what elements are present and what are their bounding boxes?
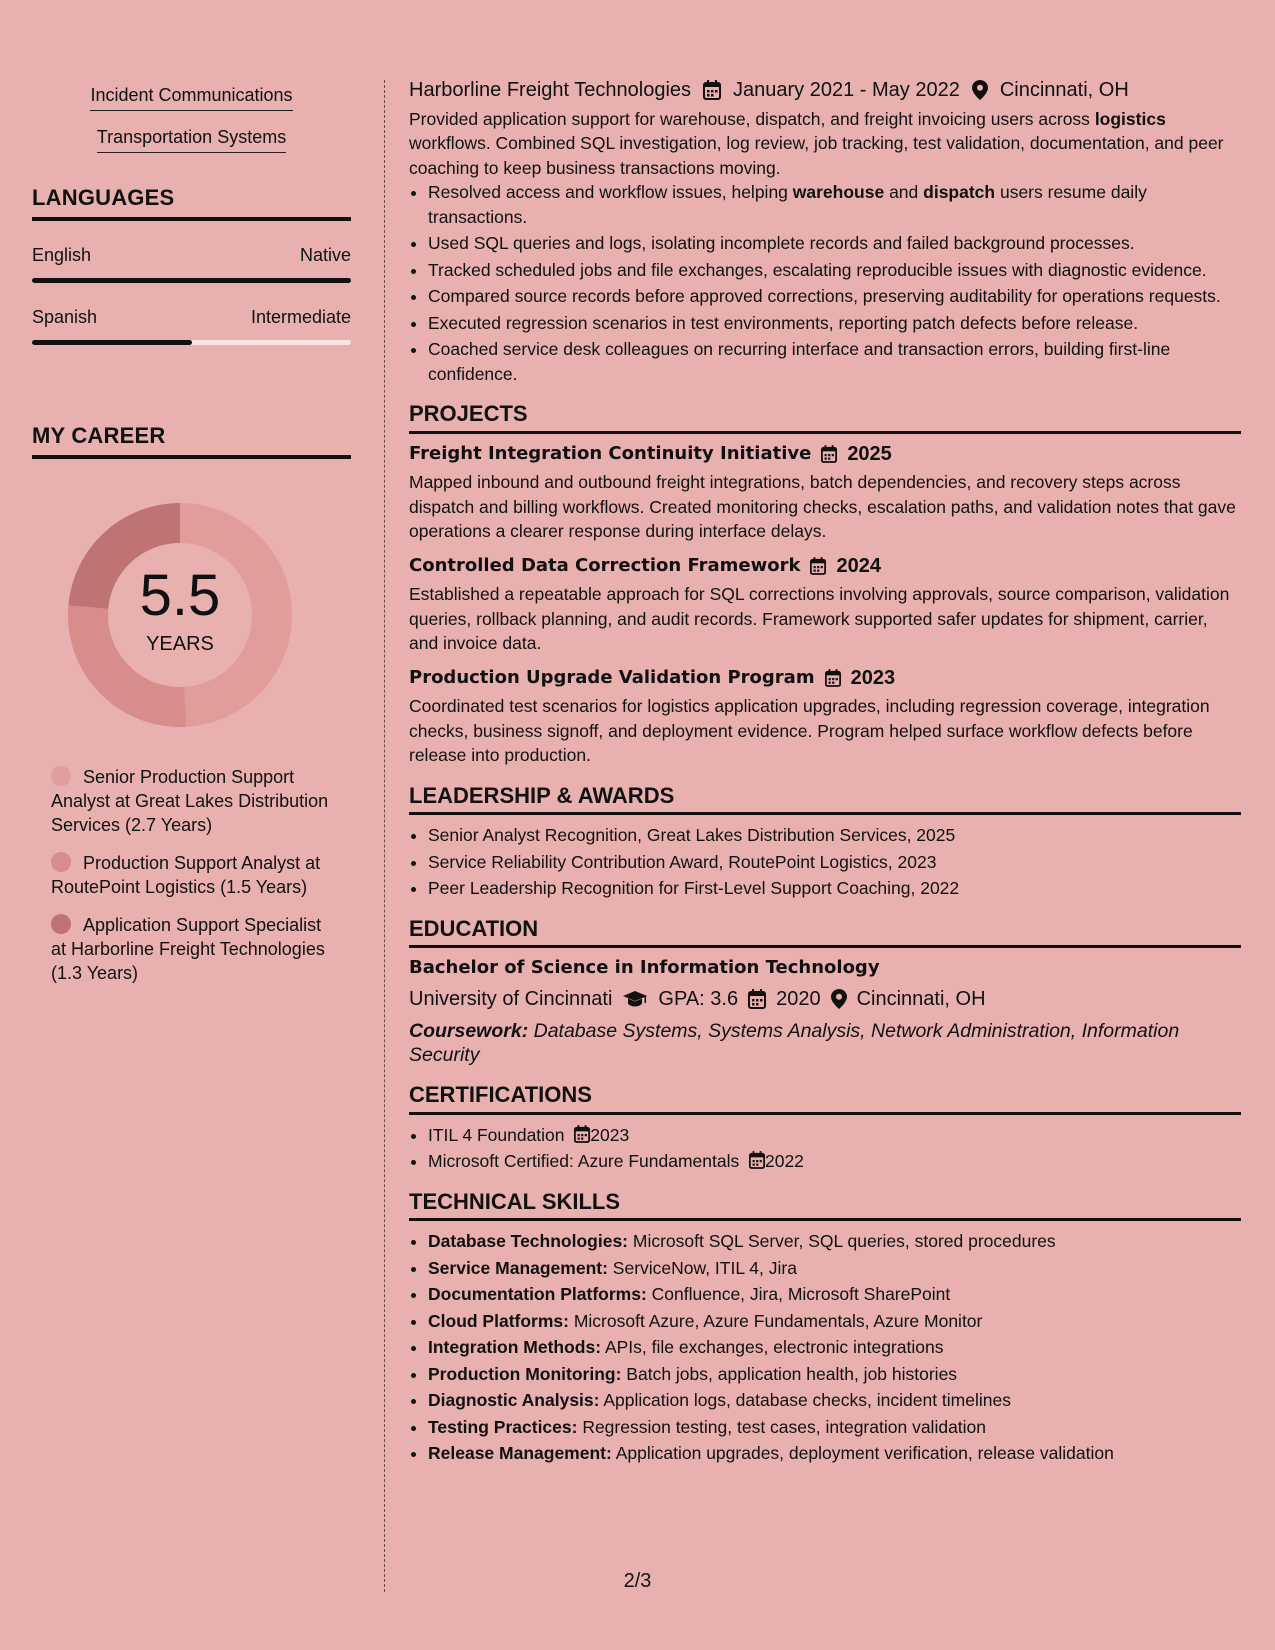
education-school: University of Cincinnati — [409, 987, 613, 1010]
language-level: Intermediate — [250, 307, 351, 327]
job-bullet: • Executed regression scenarios in test environments, reporting patch defects before release. — [428, 311, 1241, 336]
language-proficiency-bar — [32, 340, 351, 345]
project-description: Coordinated test scenarios for logistics application upgrades, including regression coverage, integration checks, business signoff, and deployment evidence. Program helped surface workflow defects before release into production. — [409, 696, 1210, 765]
project-name: Production Upgrade Validation Program — [409, 666, 815, 688]
leadership-item: • Peer Leadership Recognition for First-Level Support Coaching, 2022 — [428, 876, 1241, 901]
education-coursework: Coursework: Database Systems, Systems Analysis, Network Administration, Information Security — [409, 1020, 1180, 1066]
language-name: English — [32, 245, 92, 265]
career-legend-label: Senior Production Support Analyst at Great Lakes Distribution Services (2.7 Years) — [51, 767, 329, 835]
job-bullet: • Compared source records before approved corrections, preserving auditability for operations requests. — [428, 284, 1241, 309]
career-legend-label: Production Support Analyst at RoutePoint Logistics (1.5 Years) — [51, 853, 321, 897]
project-name: Controlled Data Correction Framework — [409, 554, 801, 576]
legend-dot-icon — [51, 914, 71, 934]
career-legend-item — [51, 765, 333, 837]
language-name: Spanish — [32, 307, 98, 327]
leadership-item: • Senior Analyst Recognition, Great Lakes Distribution Services, 2025 — [428, 823, 1241, 848]
language-item — [32, 245, 351, 283]
skill-item: • Service Management: ServiceNow, ITIL 4, Jira — [428, 1256, 1241, 1281]
legend-dot-icon — [51, 852, 71, 872]
education-heading: EDUCATION — [409, 917, 1241, 949]
certification-year: 2022 — [764, 1151, 804, 1171]
calendar-icon — [574, 1125, 590, 1143]
skill-item: • Release Management: Application upgrades, deployment verification, release validation — [428, 1441, 1241, 1466]
column-divider — [384, 80, 385, 1592]
leadership-list — [409, 823, 1241, 901]
education-location: Cincinnati, OH — [856, 987, 986, 1010]
graduation-cap-icon — [622, 990, 648, 1008]
project-item — [409, 666, 1241, 768]
skill-item: • Database Technologies: Microsoft SQL Server, SQL queries, stored procedures — [428, 1229, 1241, 1254]
page-number: 2/3 — [623, 1570, 652, 1592]
skill-item: • Cloud Platforms: Microsoft Azure, Azure Fundamentals, Azure Monitor — [428, 1309, 1241, 1334]
education-degree: Bachelor of Science in Information Technology — [409, 957, 880, 978]
job-header — [409, 78, 1241, 103]
calendar-icon — [825, 669, 841, 687]
career-heading: MY CAREER — [32, 423, 351, 459]
right-column — [409, 78, 1241, 1468]
certification-year: 2023 — [590, 1124, 630, 1145]
calendar-icon — [821, 445, 837, 463]
job-bullet: • Used SQL queries and logs, isolating incomplete records and failed background processes. — [428, 231, 1241, 256]
calendar-icon — [703, 80, 721, 100]
language-proficiency-fill — [32, 278, 351, 283]
skills-list — [409, 1229, 1241, 1466]
project-year: 2024 — [836, 554, 881, 577]
career-donut-chart — [64, 499, 296, 731]
language-proficiency-fill — [32, 340, 192, 345]
language-level: Native — [299, 245, 351, 265]
calendar-icon — [810, 557, 826, 575]
certification-item — [428, 1123, 1241, 1148]
leadership-heading: LEADERSHIP & AWARDS — [409, 784, 1241, 816]
career-years-unit: YEARS — [146, 633, 214, 655]
career-total-years: 5.5 — [139, 563, 221, 628]
left-column — [32, 85, 351, 999]
education-year: 2020 — [776, 987, 821, 1010]
certification-name: Microsoft Certified: Azure Fundamentals — [428, 1151, 740, 1171]
job-bullet: • Resolved access and workflow issues, helping warehouse and dispatch users resume daily transactions. — [428, 180, 1241, 229]
education-gpa: GPA: 3.6 — [658, 987, 739, 1010]
education-details — [409, 987, 1241, 1012]
project-description: Mapped inbound and outbound freight integrations, batch dependencies, and recovery steps across dispatch and billing workflows. Created monitoring checks, escalation paths, and validation notes that gave operations a clearer response during interface delays. — [409, 472, 1236, 541]
project-item — [409, 554, 1241, 656]
location-pin-icon — [831, 989, 847, 1009]
skills-heading: TECHNICAL SKILLS — [409, 1190, 1241, 1222]
job-bullet: • Coached service desk colleagues on recurring interface and transaction errors, building first-line confidence. — [428, 337, 1241, 386]
calendar-icon — [749, 1151, 765, 1169]
project-name: Freight Integration Continuity Initiative — [409, 442, 812, 464]
certifications-heading: CERTIFICATIONS — [409, 1083, 1241, 1115]
project-year: 2025 — [847, 442, 892, 465]
project-item — [409, 442, 1241, 544]
skill-item: • Production Monitoring: Batch jobs, application health, job histories — [428, 1362, 1241, 1387]
job-bullets — [409, 180, 1241, 386]
skill-item: • Diagnostic Analysis: Application logs, database checks, incident timelines — [428, 1388, 1241, 1413]
languages-heading: LANGUAGES — [32, 185, 351, 221]
job-bullet: • Tracked scheduled jobs and file exchanges, escalating reproducible issues with diagnostic evidence. — [428, 258, 1241, 283]
skill-item: • Testing Practices: Regression testing, test cases, integration validation — [428, 1415, 1241, 1440]
job-dates: January 2021 - May 2022 — [733, 79, 960, 101]
language-proficiency-bar — [32, 278, 351, 283]
legend-dot-icon — [51, 766, 71, 786]
job-company: Harborline Freight Technologies — [409, 79, 692, 101]
certification-name: ITIL 4 Foundation — [428, 1124, 565, 1145]
interest-tag: Transportation Systems — [97, 127, 286, 153]
project-description: Established a repeatable approach for SQL corrections involving approvals, source comparison, validation queries, rollback planning, and audit records. Framework supported safer updates for shipment, carrier, and invoice data. — [409, 584, 1230, 653]
skill-item: • Integration Methods: APIs, file exchanges, electronic integrations — [428, 1335, 1241, 1360]
career-legend-item — [51, 913, 333, 985]
job-location: Cincinnati, OH — [999, 79, 1129, 101]
certification-item — [428, 1149, 1241, 1174]
interest-tag: Incident Communications — [90, 85, 292, 111]
project-year: 2023 — [850, 666, 896, 689]
location-pin-icon — [972, 80, 988, 100]
job-summary: Provided application support for warehouse, dispatch, and freight invoicing users across logistics workflows. Combined SQL investigation, log review, job tracking, test validation, documentation, and peer coaching to keep business transactions moving. — [409, 108, 1224, 178]
career-legend — [51, 765, 333, 985]
leadership-item: • Service Reliability Contribution Award, RoutePoint Logistics, 2023 — [428, 850, 1241, 875]
skill-item: • Documentation Platforms: Confluence, Jira, Microsoft SharePoint — [428, 1282, 1241, 1307]
career-legend-label: Application Support Specialist at Harborline Freight Technologies (1.3 Years) — [51, 915, 325, 983]
calendar-icon — [748, 989, 766, 1009]
language-item — [32, 307, 351, 345]
career-legend-item — [51, 851, 333, 899]
certifications-list — [409, 1123, 1241, 1174]
projects-heading: PROJECTS — [409, 402, 1241, 434]
